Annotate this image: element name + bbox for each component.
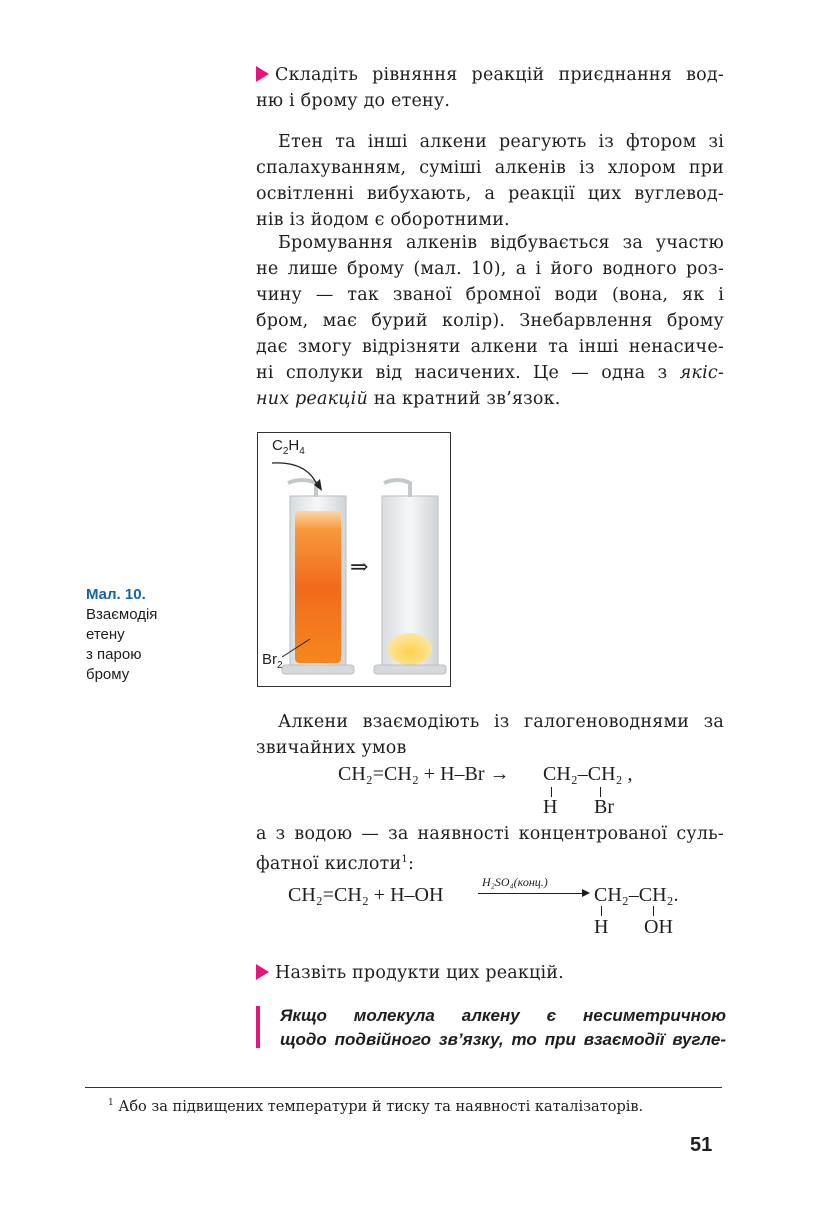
arrow-head-icon <box>582 889 590 897</box>
footnote-ref: 1 <box>401 854 408 865</box>
figure-caption-title: Мал. 10. <box>86 586 146 603</box>
paragraph-4-line-2: фатної кислоти <box>256 853 402 874</box>
equation-2-sub-right: OH <box>644 916 673 938</box>
paragraph-2-line-6: ні сполуки від насичених. Це — одна з <box>256 363 680 383</box>
task-1-line-2: ню і брому до етену. <box>256 91 451 111</box>
triangle-marker-icon <box>256 964 269 980</box>
figure-caption <box>86 585 196 685</box>
paragraph-2-line-3: чину — так званої бромної води (вона, як і <box>256 285 724 305</box>
paragraph-1-line-4: нів із йодом є оборотними. <box>256 210 510 230</box>
note-line-1: Якщо молекула алкену є несиметричною <box>280 1006 726 1025</box>
italic-term-part-2: них реакцій <box>256 389 368 409</box>
paragraph-2-line-2: не лише брому (мал. 10), а і його водного роз- <box>256 259 724 279</box>
bromine-vapour <box>295 511 341 663</box>
bond-line <box>601 906 602 916</box>
equation-2-left: CH₂=CH₂ + H–OH <box>288 884 444 906</box>
paragraph-1-line-2: спалахуванням, суміші алкенів із хлором при <box>256 158 724 178</box>
task-2-text: Назвіть продукти цих реакцій. <box>275 963 564 983</box>
paragraph-3-line-2: звичайних умов <box>256 738 407 758</box>
footnote-mark: 1 <box>108 1098 114 1108</box>
footnote <box>108 1098 643 1115</box>
equation-2-sub-left: H <box>594 916 609 938</box>
gas-label: $C_2H_4$ <box>272 437 305 457</box>
italic-term-part-1: якіс- <box>679 363 724 383</box>
figure-caption-line: Взаємодія <box>86 606 158 623</box>
residue <box>388 633 432 665</box>
paragraph-1-line-1: Етен та інші алкени реагують із фтором зі <box>278 132 724 152</box>
note-line-2: щодо подвійного зв’язку, то при взаємодії вугле- <box>280 1030 726 1049</box>
paragraph-4-line-1: а з водою — за наявності концентрованої суль- <box>256 824 724 844</box>
triangle-marker-icon <box>256 66 269 82</box>
equation-1-left: CH₂=CH₂ + H–Br → <box>338 763 510 785</box>
paragraph-2-tail: на кратний зв’язок. <box>367 389 561 409</box>
rule-note <box>280 1004 726 1052</box>
paragraph-2-line-4: бром, має бурий колір). Знебарвлення брому <box>256 311 724 331</box>
paragraph-3-line-1: Алкени взаємодіють із галогеноводнями за <box>278 712 724 732</box>
figure-bromination <box>257 432 451 687</box>
equation-2-right: CH₂–CH₂. <box>594 884 679 906</box>
footnote-text: Або за підвищених температури й тиску та наявності каталізаторів. <box>118 1099 644 1115</box>
paragraph-3 <box>256 709 724 761</box>
figure-caption-line: з парою <box>86 646 142 663</box>
paragraph-2 <box>256 230 724 412</box>
paragraph-4: а з водою — за наявності концентрованої суль- фатної кислоти$^1$: <box>256 821 724 877</box>
equation-1-sub-left: H <box>543 796 558 818</box>
reaction-arrow <box>478 893 586 894</box>
figure-caption-line: етену <box>86 626 125 643</box>
paragraph-1 <box>256 129 724 233</box>
double-arrow-icon: ⇒ <box>350 555 369 580</box>
paragraph-2-line-1: Бромування алкенів відбувається за участю <box>278 233 724 253</box>
paragraph-2-line-5: дає змогу відрізняти алкени та інші ненасиче- <box>256 337 724 357</box>
note-accent-bar <box>256 1006 260 1048</box>
task-2 <box>256 960 724 986</box>
task-1 <box>256 62 724 114</box>
footnote-rule <box>85 1087 722 1088</box>
figure-caption-line: брому <box>86 666 130 683</box>
equation-1-right: CH₂–CH₂ , <box>543 763 633 785</box>
task-1-line-1: Складіть рівняння реакцій приєднання вод- <box>275 65 724 85</box>
page-number: 51 <box>690 1134 713 1156</box>
bromine-label: $Br_2$ <box>262 651 283 671</box>
bond-line <box>653 906 654 916</box>
reaction-condition: H₂SO₄(конц.) <box>482 875 548 889</box>
paragraph-1-line-3: освітленні вибухають, а реакції цих вуглевод- <box>256 184 724 204</box>
equation-1-sub-right: Br <box>594 796 614 818</box>
